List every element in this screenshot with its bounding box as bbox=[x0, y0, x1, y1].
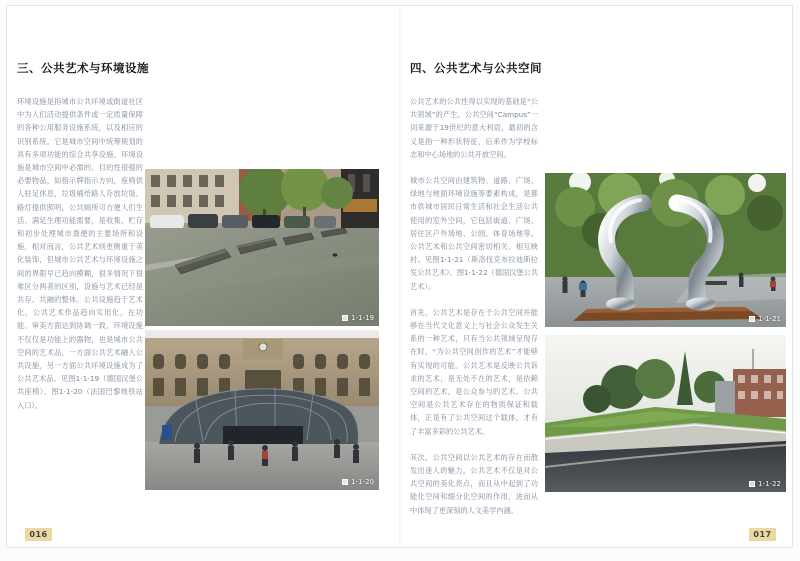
right-body-column bbox=[410, 95, 538, 517]
right-paragraph-2: 城市公共空间由建筑物、道路、广场、绿地与地面环境设施等要素构成，是都市供城市居民日常生活和社会生活公共使用的室外空间，它包括街道、广场、居住区户外场地、公园、体育场地等。公共艺术和公共空间密切相关、相互映衬。见图1-1-21（斯洛伐克布拉迪斯拉发公共艺术）、图1-1-22（德国汉堡公共艺术）。 bbox=[410, 176, 538, 291]
photo-paris-metro-entrance bbox=[145, 330, 379, 490]
figure-label: 1-1-20 bbox=[351, 478, 374, 486]
figure-caption-1-1-21 bbox=[749, 315, 781, 323]
figure-marker-icon bbox=[342, 315, 348, 321]
page-number-left: 016 bbox=[25, 528, 52, 541]
right-paragraph-3: 首先，公共艺术是存在于公共空间并能够在当代文化意义上与社会公众发生关系的一种艺术，只有当公共领域呈现存在时，“为公共空间创作的艺术”才能够有实现的可能。公共艺术是反映公共诉求的艺术，是无处不在的艺术，是依赖空间的艺术，是公众参与的艺术。公共空间是公共艺术存在的物质保证和载体，正是有了公共空间这个载体，才有了丰富多彩的公共艺术。 bbox=[410, 307, 538, 436]
right-paragraph-1: 公共艺术的公共性得以实现的基础是“公共领域”的产生。公共空间“Campus”一词来源于19世纪的意大利语，最初的含义是指一种形状特征，后来作为学校标志和中心场地的公共开放空间。 bbox=[410, 97, 538, 159]
left-paragraph: 环境设施是指城市公共环境或街道社区中为人们活动提供条件或一定质量保障的各种公用服务设施系统，以及相应的识别系统。它是城市空间中统筹规划的具有多项功能的综合共享设施。环境设施是城市空间中必需的、目的性很强的必要物品，如指示牌指示方向，座椅供人驻足休息，垃圾桶给路人存放垃圾，路灯提供照明，公共厕所可方便人们生活、满足生理功能需要，是收集、贮存和初步处理城市粪便的主要场所和设施。相对而言，公共艺术则更侧重于美化装饰，但城市公共艺术与环境设施之间的界限早已趋向模糊，很多情况下很难区分两者的区别，设施与艺术已经是共存、共融的整体。公共设施趋于艺术化，公共艺术作品趋向实用化，在功能、审美方面达到协调一致。环境设施不仅仅是功能上的器物，也是城市公共空间的艺术品，一方面公共艺术融入公共设施，另一方面公共环境设施成为了公共艺术品。见图1-1-19（德国汉堡公共座椅）、图1-1-20（法国巴黎地铁站入口）。 bbox=[17, 97, 143, 410]
left-section-title: 三、公共艺术与环境设施 bbox=[17, 61, 149, 75]
figure-marker-icon bbox=[749, 316, 755, 322]
page-fold bbox=[399, 6, 402, 547]
figure-caption-1-1-20 bbox=[342, 478, 374, 486]
figure-label: 1-1-21 bbox=[758, 315, 781, 323]
figure-caption-1-1-22 bbox=[749, 480, 781, 488]
benches-plaza-illustration bbox=[145, 169, 379, 326]
photo-hamburg-park bbox=[545, 335, 786, 492]
right-paragraph-4: 其次，公共空间以公共艺术的存在而散发出迷人的魅力，公共艺术不仅是对公共空间的美化亮点，而且从中起到了功能化空间和细分化空间的作用，进而从中体现了更深刻的人文美学内涵。 bbox=[410, 452, 538, 515]
metro-entrance-illustration bbox=[145, 330, 379, 490]
photo-hamburg-benches bbox=[145, 169, 379, 326]
sculpture-illustration bbox=[545, 173, 786, 327]
figure-caption-1-1-19 bbox=[342, 314, 374, 322]
right-section-title: 四、公共艺术与公共空间 bbox=[410, 61, 542, 75]
left-body-column bbox=[17, 95, 143, 412]
photo-legs-sculpture bbox=[545, 173, 786, 327]
figure-marker-icon bbox=[342, 479, 348, 485]
figure-label: 1-1-19 bbox=[351, 314, 374, 322]
park-illustration bbox=[545, 335, 786, 492]
figure-label: 1-1-22 bbox=[758, 480, 781, 488]
page-number-right: 017 bbox=[749, 528, 776, 541]
figure-marker-icon bbox=[749, 481, 755, 487]
